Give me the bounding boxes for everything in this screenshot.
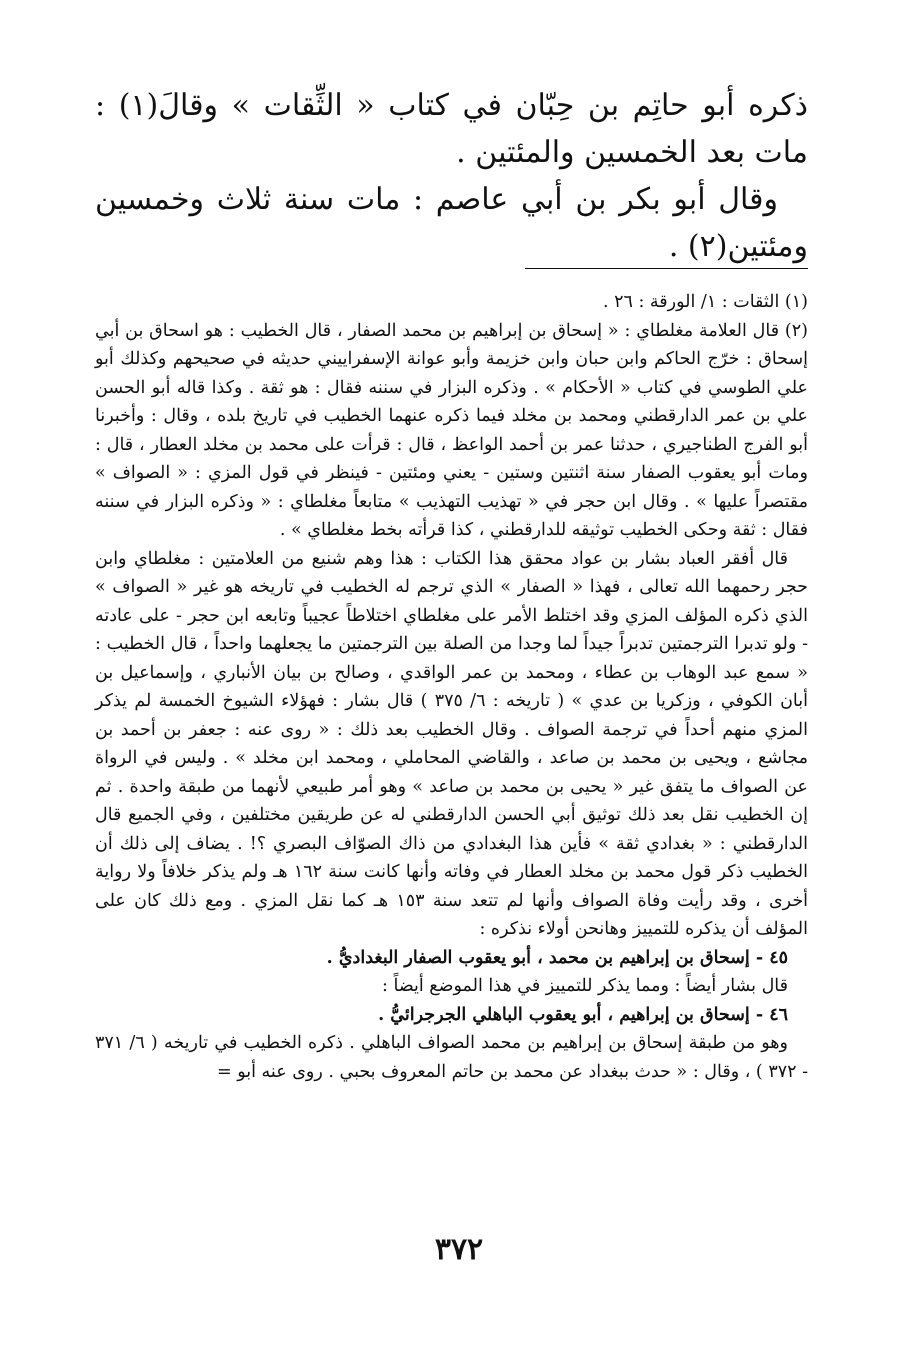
main-paragraph-2: وقال أبو بكر بن أبي عاصم : مات سنة ثلاث وخمسين ومئتين(٢) . (95, 182, 808, 264)
footnote-paragraph-bashar: قال بشار أيضاً : ومما يذكر للتمييز في هذا الموضع أيضاً : (382, 976, 788, 996)
main-text (95, 82, 808, 270)
main-paragraph-1: ذكره أبو حاتِم بن حِبّان في كتاب « الثِّقات » وقالَ(١) : مات بعد الخمسين والمئتين . (95, 88, 808, 170)
footnote-2: (٢) قال العلامة مغلطاي : « إسحاق بن إبراهيم بن محمد الصفار ، قال الخطيب : هو اسحاق بن أبي إسحاق : خرّج الحاكم وابن حبان وابن خزيمة وأبو عوانة الإسفراييني حديثه في صحيحهم وكذلك أبو علي الطوسي في كتاب « الأحكام » . وذكره البزار في سننه فقال : هو ثقة . وكذا قاله أبو الحسن علي بن عمر الدارقطني ومحمد بن مخلد فيما ذكره عنهما الخطيب في تاريخ بلده ، وقال : وأخبرنا أبو الفرج الطناجيري ، حدثنا عمر بن أحمد الواعظ ، قال : قرأت على محمد بن مخلد العطار ، قال : ومات أبو يعقوب الصفار سنة اثنتين وستين - يعني ومئتين - فينظر في قول المزي : « الصواف » مقتصراً عليها » . وقال ابن حجر في « تهذيب التهذيب » متابعاً مغلطاي : « وذكره البزار في سننه فقال : ثقة وحكى الخطيب توثيقه للدارقطني ، كذا قرأته بخط مغلطاي » . (95, 320, 808, 540)
footnote-1: (١) الثقات : ١/ الورقة : ٢٦ . (602, 292, 808, 312)
footnote-paragraph-final: وهو من طبقة إسحاق بن إبراهيم بن محمد الصواف الباهلي . ذكره الخطيب في تاريخه ( ٦/ ٣٧١ - ٣٧٢ ) ، وقال : « حدث ببغداد عن محمد بن حاتم المعروف بحبي . روى عنه أبو = (95, 1033, 808, 1082)
footnote-separator (525, 268, 808, 269)
entry-45-heading: ٤٥ - إسحاق بن إبراهيم بن محمد ، أبو يعقوب الصفار البغداديُّ . (326, 947, 788, 968)
footnote-paragraph-editor: قال أفقر العباد بشار بن عواد محقق هذا الكتاب : هذا وهم شنيع من العلامتين : مغلطاي وابن حجر رحمهما الله تعالى ، فهذا « الصفار » الذي ترجم له الخطيب في تاريخه هو غير « الصواف » الذي ذكره المؤلف المزي وقد اختلط الأمر على مغلطاي اختلاطاً عجيباً وتابعه ابن حجر - على عادته - ولو تدبرا الترجمتين تدبراً جيداً لما وجدا من الصلة بين الترجمتين ما يجعلهما واحداً ، قال الخطيب : « سمع عبد الوهاب بن عطاء ، ومحمد بن عمر الواقدي ، وصالح بن بيان الأنباري ، وإسماعيل بن أبان الكوفي ، وزكريا بن عدي » ( تاريخه : ٦/ ٣٧٥ ) قال بشار : فهؤلاء الشيوخ الخمسة لم يذكر المزي منهم أحداً في ترجمة الصواف . وقال الخطيب بعد ذلك : « روى عنه : جعفر بن أحمد بن مجاشع ، ويحيى بن محمد بن صاعد ، والقاضي المحاملي ، ومحمد ابن مخلد » . وليس في الرواة عن الصواف ما يتفق غير « يحيى بن محمد بن صاعد » وهو أمر طبيعي لأنهما من طبقة واحدة . ثم إن الخطيب نقل بعد ذلك توثيق أبي الحسن الدارقطني له عن طريقين مختلفين ، وفي الجميع قال الدارقطني : « بغدادي ثقة » فأين هذا البغدادي من ذاك الصوّاف البصري ؟! . يضاف إلى ذلك أن الخطيب ذكر قول محمد بن مخلد العطار في وفاته وأنها كانت سنة ١٦٢ هـ ولم يذكر خلافاً ولا رواية أخرى ، وقد رأيت وفاة الصواف وأنها لم تتعد سنة ١٥٣ هـ كما نقل المزي . ومع ذلك كان على المؤلف أن يذكره للتمييز وهانحن أولاء نذكره : (95, 548, 808, 939)
footnotes (95, 288, 808, 1086)
entry-46-heading: ٤٦ - إسحاق بن إبراهيم ، أبو يعقوب الباهلي الجرجرائيُّ . (378, 1004, 788, 1025)
page-number: ٣٧٢ (434, 1232, 484, 1267)
